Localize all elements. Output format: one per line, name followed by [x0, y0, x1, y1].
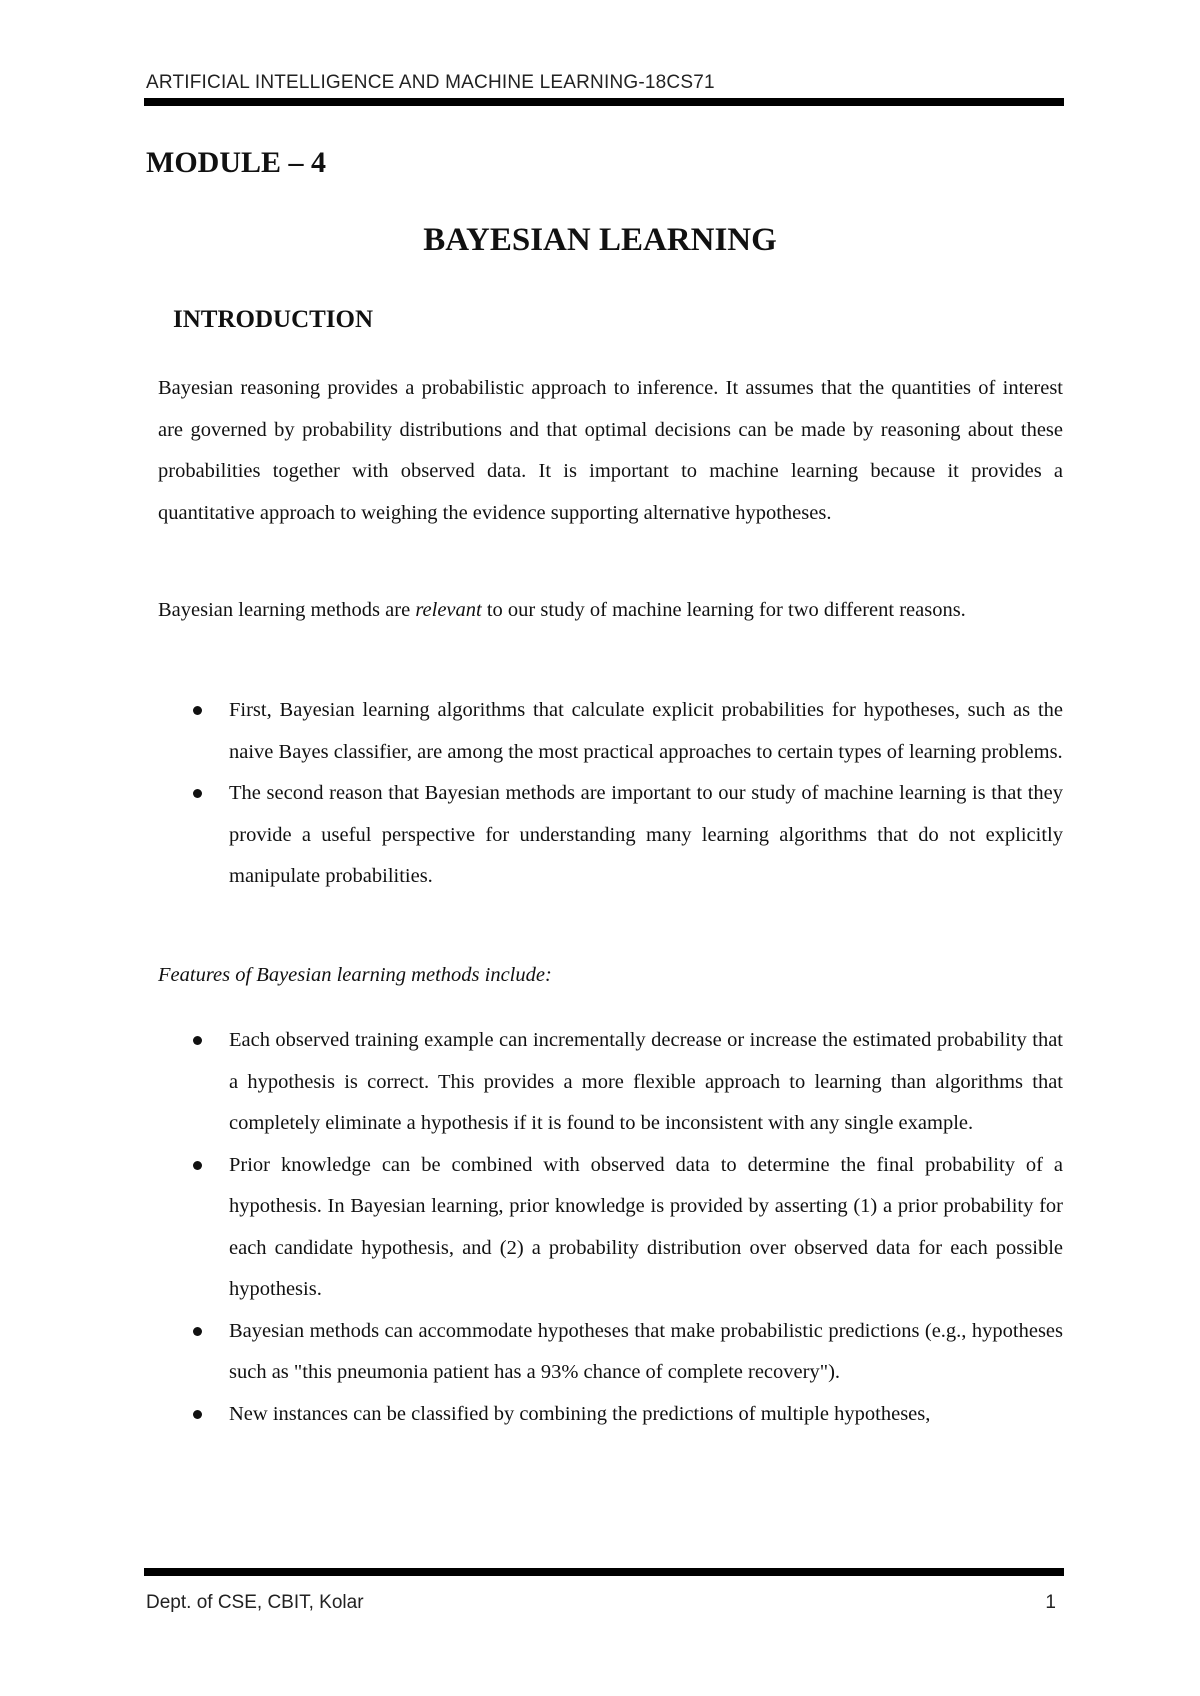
list-item-text: Bayesian methods can accommodate hypotheses that make probabilistic predictions (e.g., hypotheses such as "this pneumonia patient has a 93% chance of complete recovery").: [229, 1319, 1063, 1383]
running-footer: Dept. of CSE, CBIT, Kolar: [146, 1592, 364, 1613]
section-heading: INTRODUCTION: [173, 306, 374, 333]
bullet-icon: [193, 789, 202, 798]
bullet-icon: [193, 1161, 202, 1170]
footer-rule: [144, 1568, 1064, 1576]
reasons-list: [229, 690, 1063, 898]
bullet-icon: [193, 706, 202, 715]
module-title: MODULE – 4: [146, 146, 326, 179]
list-item-text: Each observed training example can incrementally decrease or increase the estimated probability that a hypothesis is correct. This provides a more flexible approach to learning than algorithms that completely eliminate a hypothesis if it is found to be inconsistent with any single example.: [229, 1029, 1063, 1134]
intro-paragraph: Bayesian reasoning provides a probabilistic approach to inference. It assumes that the quantities of interest are governed by probability distributions and that optimal decisions can be made by reasoning about these probabilities together with observed data. It is important to machine learning because it provides a quantitative approach to weighing the evidence supporting alternative hypotheses.: [158, 377, 1063, 524]
header-rule: [144, 98, 1064, 106]
features-heading: Features of Bayesian learning methods include:: [158, 964, 552, 986]
list-item: [229, 1145, 1063, 1311]
list-item: [229, 773, 1063, 898]
running-header: ARTIFICIAL INTELLIGENCE AND MACHINE LEARNING-18CS71: [146, 72, 715, 93]
list-item-text: Prior knowledge can be combined with observed data to determine the final probability of a hypothesis. In Bayesian learning, prior knowledge is provided by asserting (1) a prior probability for each candidate hypothesis, and (2) a probability distribution over observed data for each possible hypothesis.: [229, 1153, 1063, 1300]
features-list: [229, 1020, 1063, 1435]
bullet-icon: [193, 1036, 202, 1045]
list-item: [229, 1394, 1063, 1436]
list-item: [229, 690, 1063, 773]
list-item: [229, 1311, 1063, 1394]
relevance-text-before: Bayesian learning methods are: [158, 599, 416, 621]
page-number: 1: [1045, 1592, 1056, 1613]
list-item: [229, 1020, 1063, 1145]
bullet-icon: [193, 1410, 202, 1419]
list-item-text: New instances can be classified by combining the predictions of multiple hypotheses,: [229, 1402, 931, 1425]
bullet-icon: [193, 1327, 202, 1336]
list-item-text: First, Bayesian learning algorithms that calculate explicit probabilities for hypotheses, such as the naive Bayes classifier, are among the most practical approaches to certain types of learning problems.: [229, 699, 1063, 763]
relevance-emphasis: relevant: [415, 599, 482, 621]
relevance-paragraph: [158, 590, 1063, 632]
list-item-text: The second reason that Bayesian methods are important to our study of machine learning is that they provide a useful perspective for understanding many learning algorithms that do not explicitly manipulate probabilities.: [229, 782, 1063, 887]
relevance-text-after: to our study of machine learning for two different reasons.: [481, 599, 966, 621]
chapter-title: BAYESIAN LEARNING: [423, 222, 777, 258]
